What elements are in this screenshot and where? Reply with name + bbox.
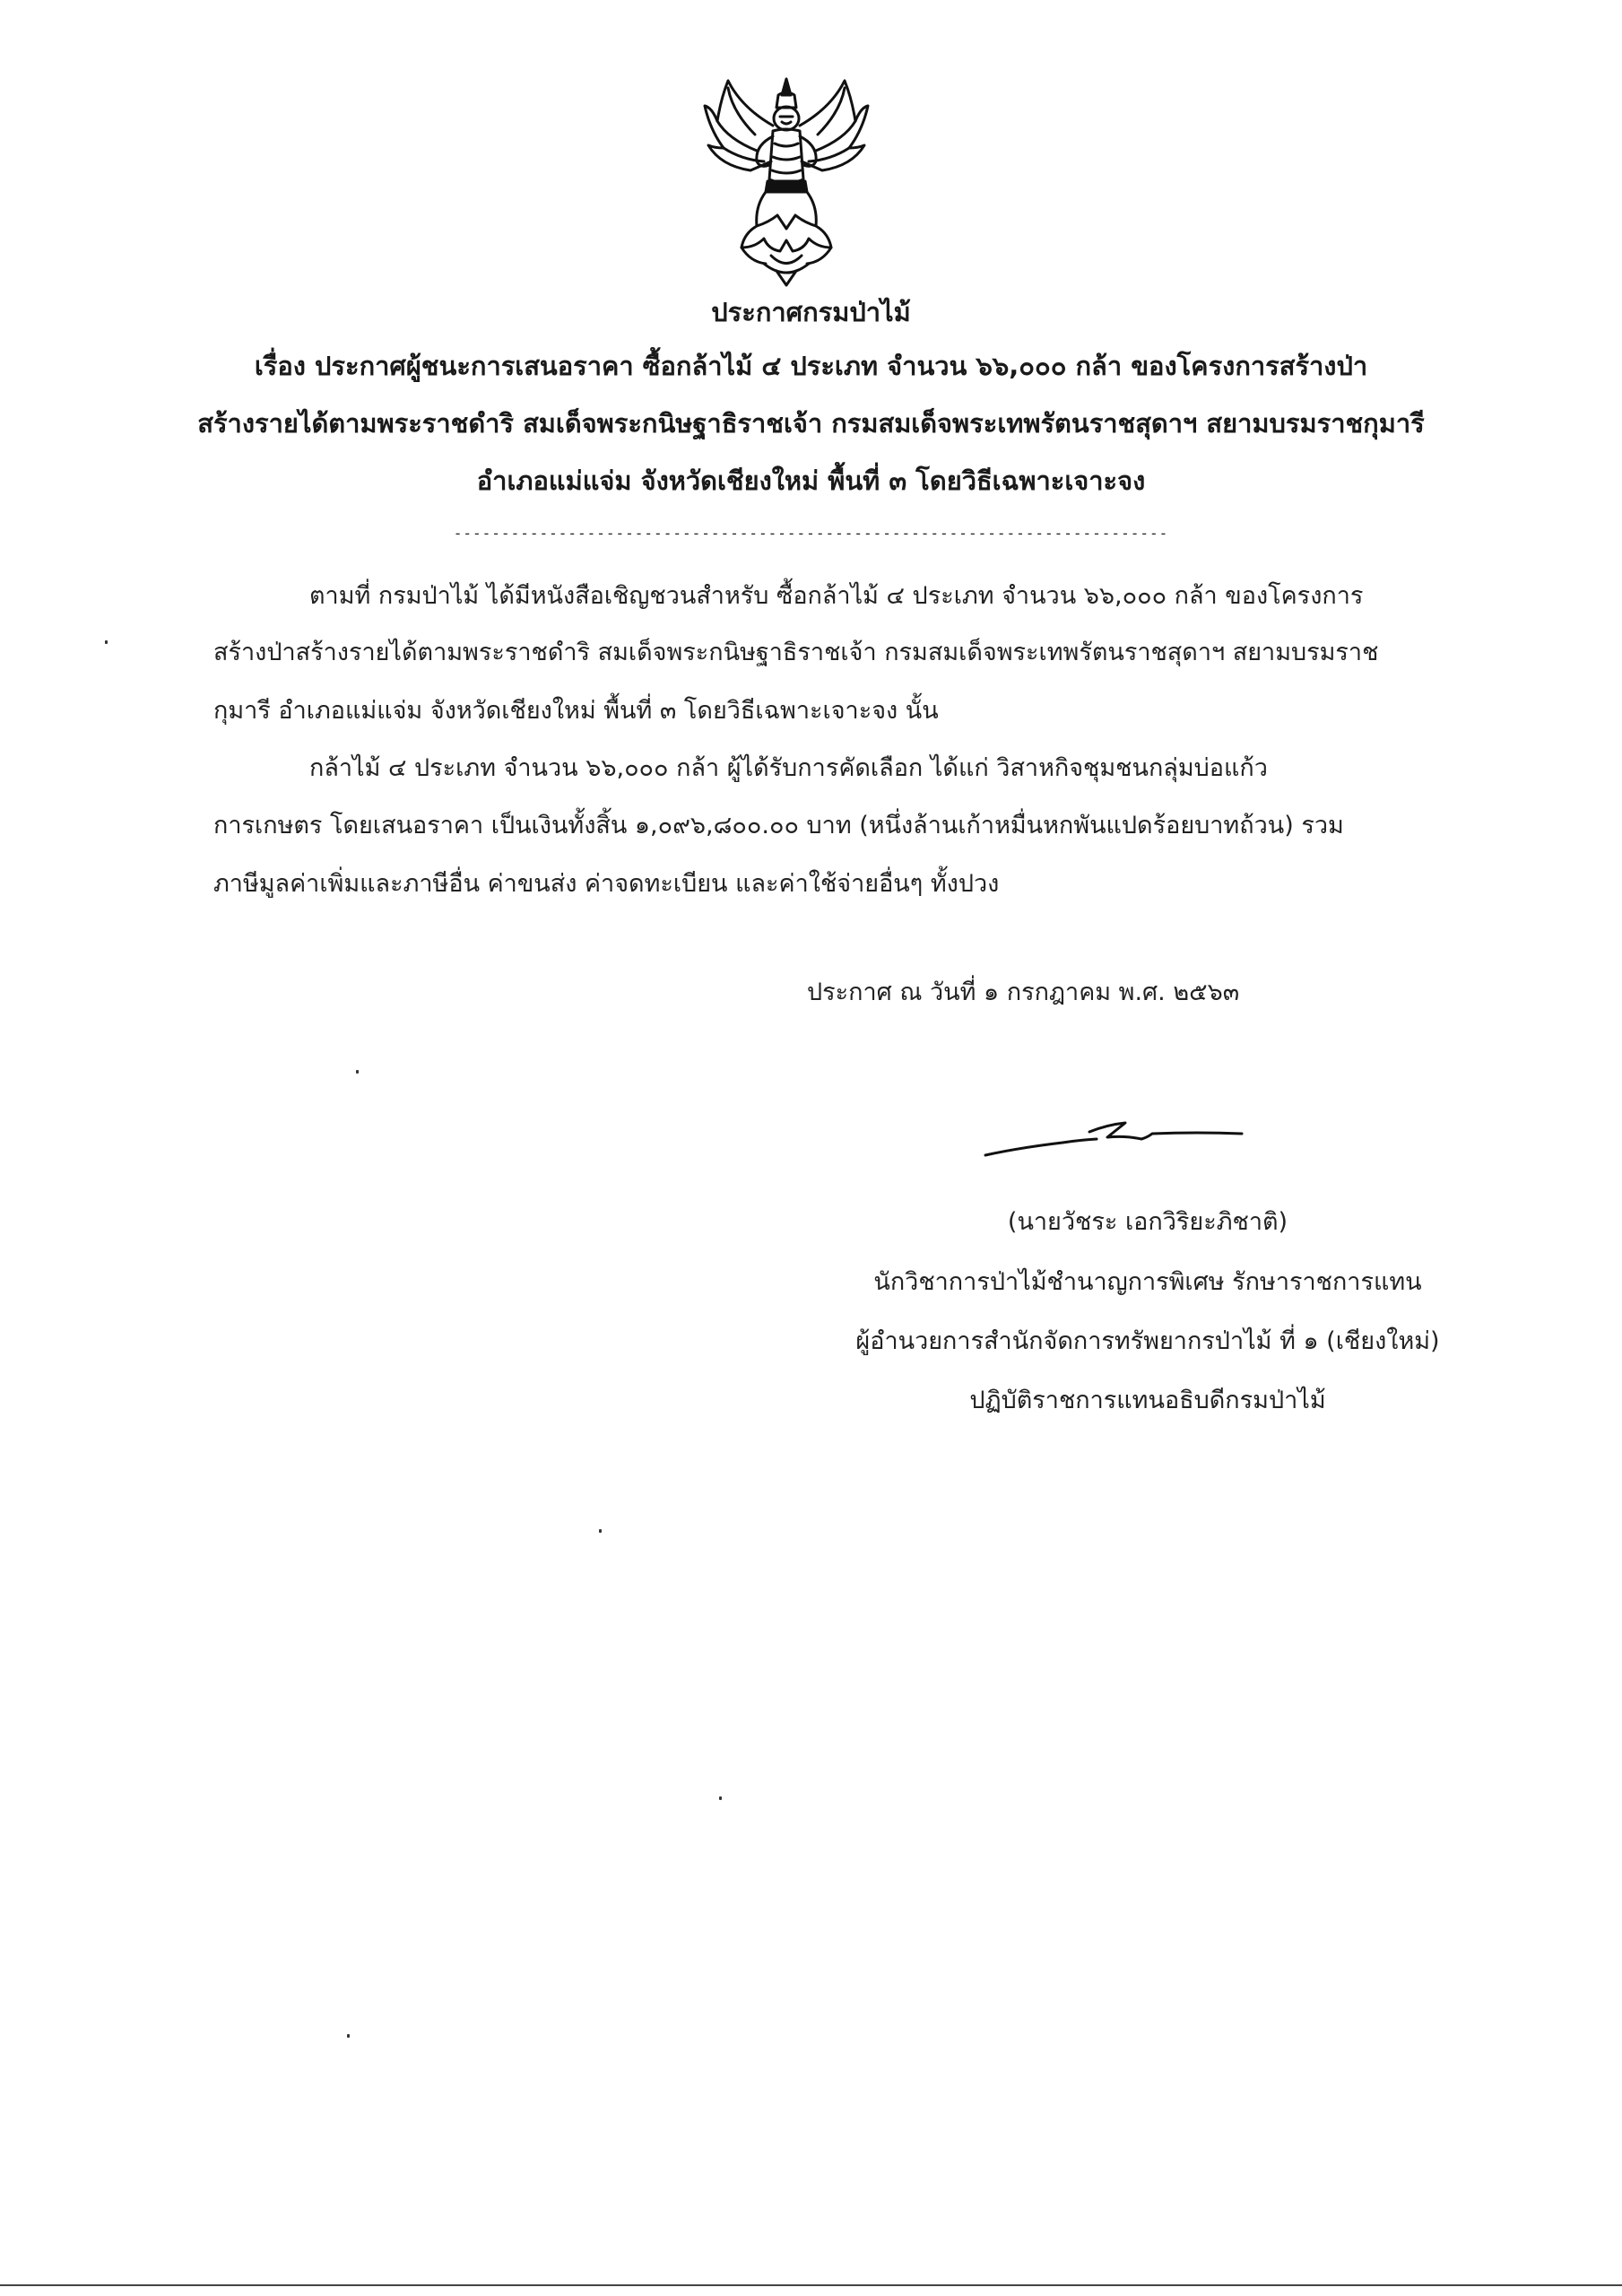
scan-speck xyxy=(599,1529,602,1533)
announcement-date: ประกาศ ณ วันที่ ๑ กรกฎาคม พ.ศ. ๒๕๖๓ xyxy=(807,978,1240,1006)
paragraph-2-line: กล้าไม้ ๔ ประเภท จำนวน ๖๖,๐๐๐ กล้า ผู้ได้รับการคัดเลือก ได้แก่ วิสาหกิจชุมชนกลุ่มบ่อแก้ว xyxy=(309,754,1268,782)
paragraph-2-line: การเกษตร โดยเสนอราคา เป็นเงินทั้งสิ้น ๑,๐๙๖,๘๐๐.๐๐ บาท (หนึ่งล้านเก้าหมื่นหกพันแปดร้อยบาทถ้วน) รวม xyxy=(213,812,1344,839)
paragraph-1-line: สร้างป่าสร้างรายได้ตามพระราชดำริ สมเด็จพระกนิษฐาธิราชเจ้า กรมสมเด็จพระเทพรัตนราชสุดาฯ สยามบรมราช xyxy=(213,639,1379,666)
handwritten-signature xyxy=(982,1112,1251,1166)
signatory-position: ปฏิบัติราชการแทนอธิบดีกรมป่าไม้ xyxy=(969,1387,1326,1414)
scan-speck xyxy=(347,2034,350,2038)
paragraph-1-line: ตามที่ กรมป่าไม้ ได้มีหนังสือเชิญชวนสำหรับ ซื้อกล้าไม้ ๔ ประเภท จำนวน ๖๖,๐๐๐ กล้า ของโครงการ xyxy=(309,582,1364,610)
subject-line: สร้างรายได้ตามพระราชดำริ สมเด็จพระกนิษฐาธิราชเจ้า กรมสมเด็จพระเทพรัตนราชสุดาฯ สยามบรมราชกุมารี xyxy=(197,408,1425,439)
signatory-position: ผู้อำนวยการสำนักจัดการทรัพยากรป่าไม้ ที่ ๑ (เชียงใหม่) xyxy=(855,1327,1440,1355)
scan-speck xyxy=(356,1070,359,1074)
paragraph-2-line: ภาษีมูลค่าเพิ่มและภาษีอื่น ค่าขนส่ง ค่าจดทะเบียน และค่าใช้จ่ายอื่นๆ ทั้งปวง xyxy=(213,870,1000,898)
garuda-emblem-icon xyxy=(701,72,872,287)
paragraph-1-line: กุมารี อำเภอแม่แจ่ม จังหวัดเชียงใหม่ พื้นที่ ๓ โดยวิธีเฉพาะเจาะจง นั้น xyxy=(213,697,939,725)
document-title: ประกาศกรมป่าไม้ xyxy=(711,297,911,327)
scan-speck xyxy=(719,1796,722,1800)
subject-line: เรื่อง ประกาศผู้ชนะการเสนอราคา ซื้อกล้าไม้ ๔ ประเภท จำนวน ๖๖,๐๐๐ กล้า ของโครงการสร้างป่า xyxy=(254,351,1368,381)
signatory-position: นักวิชาการป่าไม้ชำนาญการพิเศษ รักษาราชการแทน xyxy=(873,1268,1422,1296)
signatory-name: (นายวัชระ เอกวิริยะภิชาติ) xyxy=(1007,1208,1288,1236)
subject-line: อำเภอแม่แจ่ม จังหวัดเชียงใหม่ พื้นที่ ๓ โดยวิธีเฉพาะเจาะจง xyxy=(476,465,1146,496)
scan-speck xyxy=(105,640,108,644)
divider-line: --------------------------------------------------------------------------- xyxy=(453,525,1169,542)
scan-bottom-edge xyxy=(0,2284,1622,2286)
